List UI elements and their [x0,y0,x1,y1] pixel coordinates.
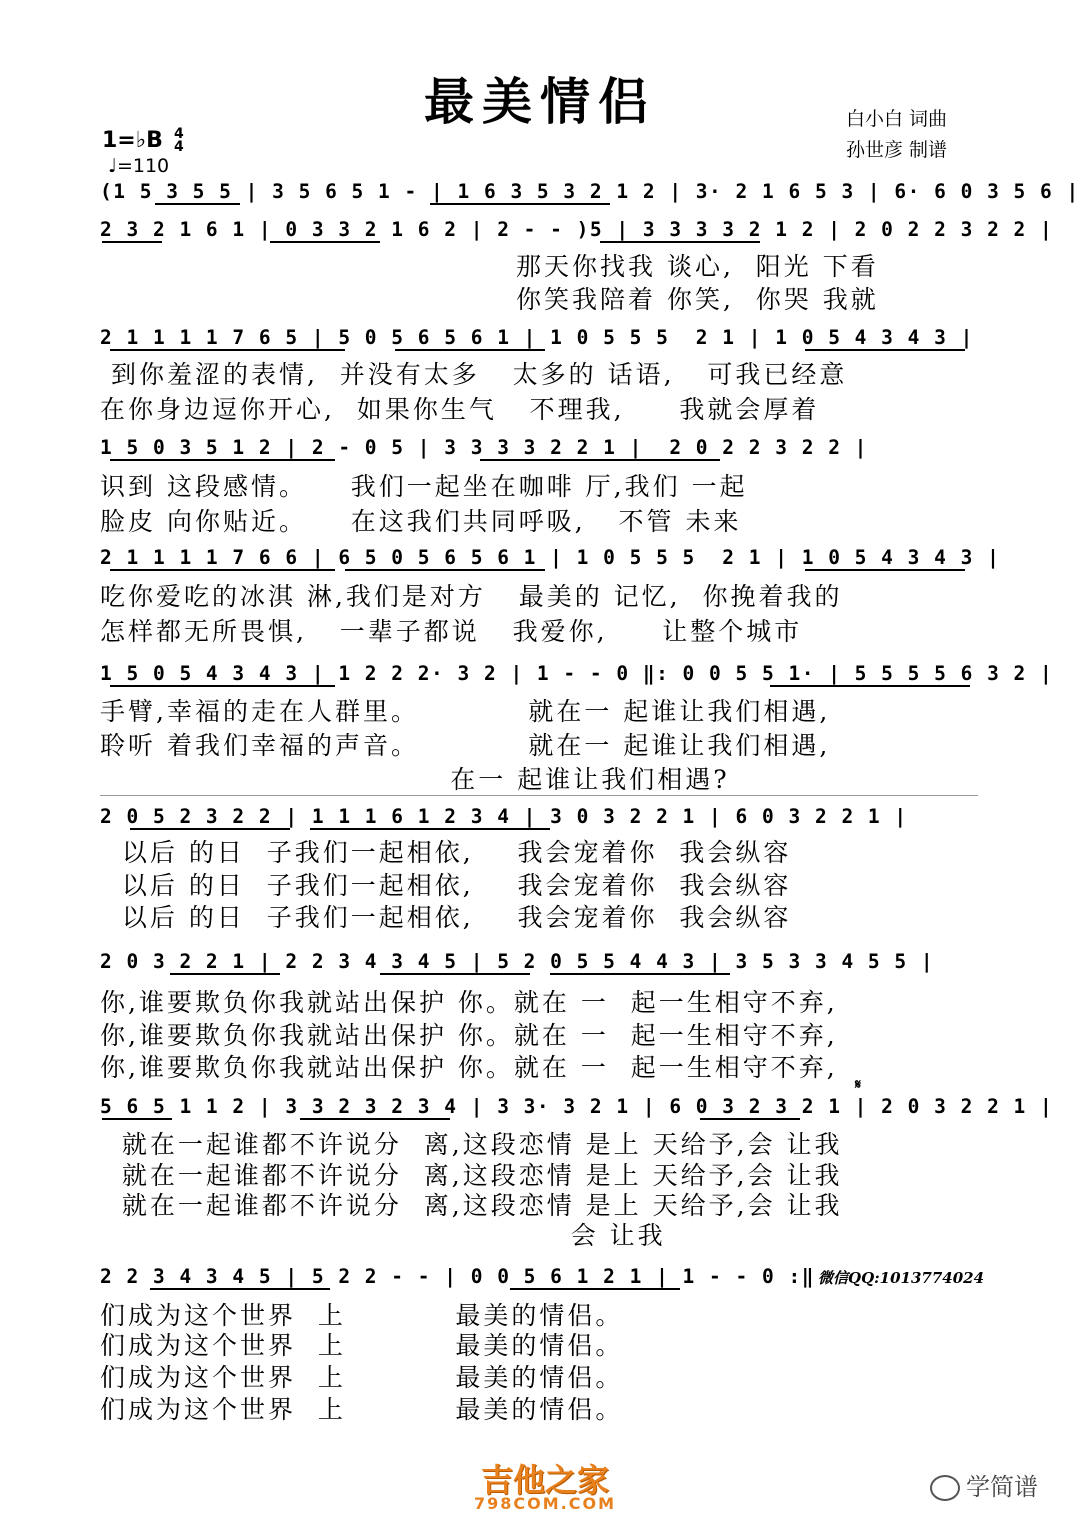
lyric-line-6-2: 聆听 着我们幸福的声音。 就在一 起谁让我们相遇, [100,731,831,760]
beam [150,1288,330,1290]
lyric-line-7-2: 以后 的日 子我们一起相依, 我会宠着你 我会纵容 [100,871,792,900]
lyric-line-8-3: 你,谁要欺负你我就站出保护 你。就在 一 起一生相守不弃, [100,1053,838,1082]
segno-sign: 𝄋 [855,1077,862,1093]
beam [550,973,730,975]
lyric-line-3-2: 在你身边逗你开心, 如果你生气 不理我, 我就会厚着 [100,395,820,424]
beam [770,685,970,687]
beam [130,828,290,830]
beam [310,828,550,830]
lyric-line-5-1: 吃你爱吃的冰淇 淋,我们是对方 最美的 记忆, 你挽着我的 [100,582,843,611]
beam [510,1288,680,1290]
beam [805,569,965,571]
lyric-line-10-3: 们成为这个世界 上 最美的情侣。 [100,1363,624,1392]
notation-line-8: 2 0 3 2 2 1 | 2 2 3 4 3 4 5 | 5 2 0 5 5 4 4 3 | 3 5 3 3 4 5 5 | [100,950,935,973]
notation-line-7: 2 0 5 2 3 2 2 | 1 1 1 6 1 2 3 4 | 3 0 3 2 2 1 | 6 0 3 2 2 1 | [100,805,908,828]
beam [380,973,530,975]
lyric-line-5-2: 怎样都无所畏惧, 一辈子都说 我爱你, 让整个城市 [100,617,803,646]
account-name: 学简谱 [966,1473,1038,1501]
notation-line-10: 2 2 3 4 3 4 5 | 5 2 2 - - | 0 0 5 6 1 2 1 | 1 - - 0 :‖ [100,1265,815,1288]
lyric-line-8-2: 你,谁要欺负你我就站出保护 你。就在 一 起一生相守不弃, [100,1021,838,1050]
time-signature [174,128,184,154]
brand-watermark-url: 798COM.COM [473,1494,616,1513]
notation-line-6: 1 5 0 5 4 3 4 3 | 1 2 2 2· 3 2 | 1 - - 0 ‖: 0 0 5 5 1· | 5 5 5 5 6 3 2 | [100,662,1054,685]
wechat-icon [930,1475,960,1501]
lyric-line-6-3: 在一 起谁让我们相遇? [100,765,730,794]
credit-transcriber: 孙世彦 制谱 [846,139,948,161]
beam [170,973,280,975]
key-signature: 1=♭B [102,128,163,153]
lyric-line-9-4: 会 让我 [100,1221,666,1250]
notation-line-4: 1 5 0 3 5 1 2 | 2 - 0 5 | 3 3 3 3 2 2 1 | 2 0 2 2 3 2 2 | [100,436,868,459]
lyric-line-10-1: 们成为这个世界 上 最美的情侣。 [100,1301,624,1330]
beam [700,1118,800,1120]
lyric-line-2-2: 你笑我陪着 你笑, 你哭 我就 [516,285,879,314]
credit-lyricist-composer: 白小白 词曲 [846,108,948,130]
meter-top: 4 [174,126,184,142]
beam [102,241,162,243]
lyric-line-9-2: 就在一起谁都不许说分 离,这段恋情 是上 天给予,会 让我 [100,1161,843,1190]
notation-line-2: 2 3 2 1 6 1 | 0 3 3 2 1 6 2 | 2 - - )5 | 3 3 3 3 2 1 2 | 2 0 2 2 3 2 2 | [100,218,1054,241]
beam [430,203,610,205]
lyric-line-6-1: 手臂,幸福的走在人群里。 就在一 起谁让我们相遇, [100,697,831,726]
beam [300,1118,450,1120]
lyric-line-4-2: 脸皮 向你贴近。 在这我们共同呼吸, 不管 未来 [100,507,742,536]
song-title: 最美情侣 [424,72,656,131]
beam [155,203,240,205]
beam [102,1118,172,1120]
brand-watermark: 吉他之家 [480,1461,609,1499]
lyric-line-4-1: 识到 这段感情。 我们一起坐在咖啡 厅,我们 一起 [100,472,748,501]
beam [345,569,545,571]
beam [805,349,965,351]
notation-line-9: 5 6 5 1 1 2 | 3 3 2 3 2 3 4 | 3 3· 3 2 1 | 6 0 3 2 3 2 1 | 2 0 3 2 2 1 | [100,1095,1054,1118]
notation-line-1: (1 5 3 5 5 | 3 5 6 5 1 - | 1 6 3 5 3 2 1 2 | 3· 2 1 6 5 3 | 6· 6 0 3 5 6 | [100,180,1080,203]
notation-line-3: 2 1 1 1 1 7 6 5 | 5 0 5 6 5 6 1 | 1 0 5 5 5 2 1 | 1 0 5 4 3 4 3 | [100,326,974,349]
lyric-line-10-2: 们成为这个世界 上 最美的情侣。 [100,1331,624,1360]
lyric-line-3-1: 到你羞涩的表情, 并没有太多 太多的 话语, 可我已经意 [100,360,848,389]
notation-line-5: 2 1 1 1 1 7 6 6 | 6 5 0 5 6 5 6 1 | 1 0 5 5 5 2 1 | 1 0 5 4 3 4 3 | [100,546,1001,569]
beam [480,459,720,461]
meter-bottom: 4 [174,139,184,155]
wechat-qq-text: 微信QQ:1013774024 [818,1269,985,1287]
beam [110,569,335,571]
account-watermark [930,1467,1038,1502]
beam [110,685,335,687]
rule [100,795,978,796]
beam [600,241,760,243]
lyric-line-9-1: 就在一起谁都不许说分 离,这段恋情 是上 天给予,会 让我 [100,1130,843,1159]
beam [395,349,545,351]
beam [110,459,335,461]
tempo-mark: ♩=110 [108,155,170,177]
beam [110,349,345,351]
lyric-line-8-1: 你,谁要欺负你我就站出保护 你。就在 一 起一生相守不弃, [100,988,838,1017]
lyric-line-7-1: 以后 的日 子我们一起相依, 我会宠着你 我会纵容 [100,838,792,867]
beam [270,241,380,243]
lyric-line-10-4: 们成为这个世界 上 最美的情侣。 [100,1395,624,1424]
lyric-line-2-1: 那天你找我 谈心, 阳光 下看 [516,252,879,281]
lyric-line-7-3: 以后 的日 子我们一起相依, 我会宠着你 我会纵容 [100,903,792,932]
lyric-line-9-3: 就在一起谁都不许说分 离,这段恋情 是上 天给予,会 让我 [100,1191,843,1220]
